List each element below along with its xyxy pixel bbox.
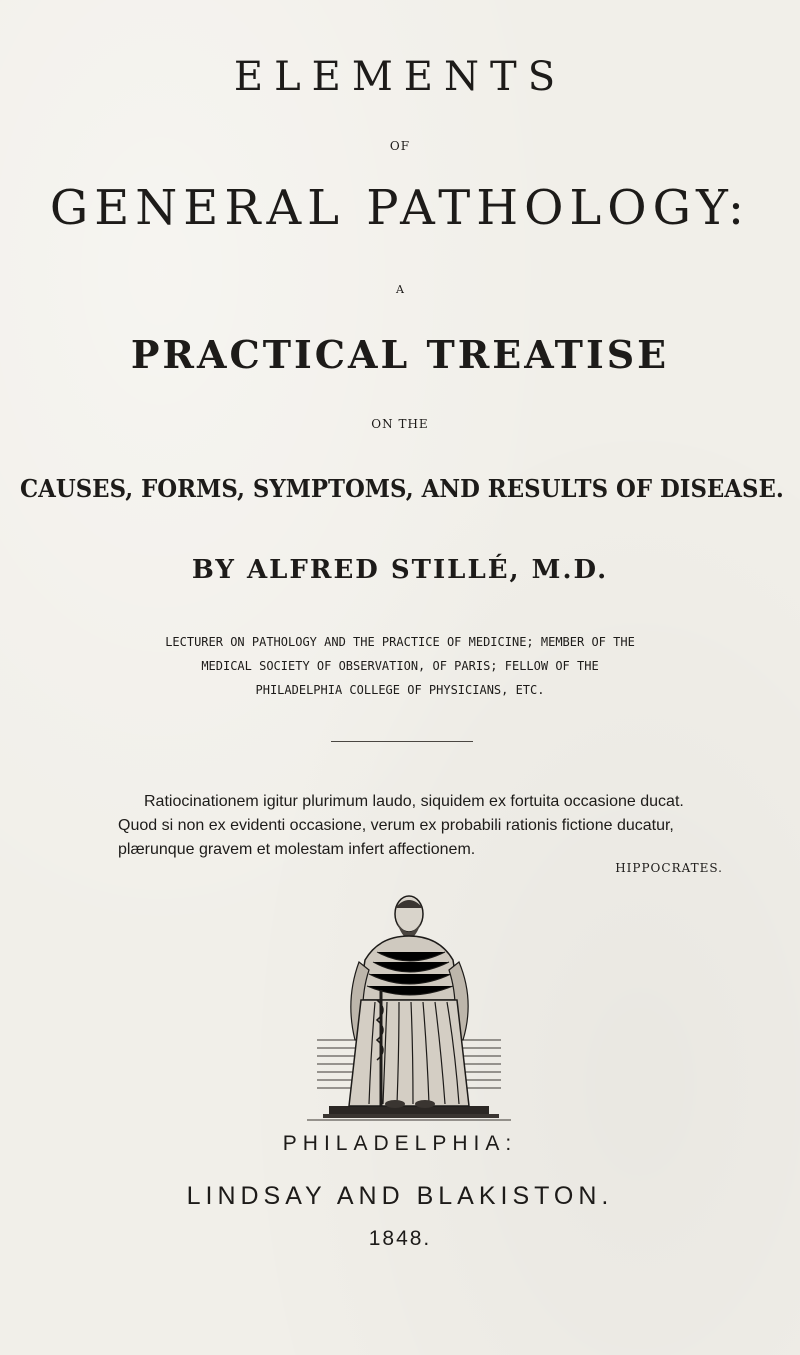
epigraph-line: Ratiocinationem igitur plurimum laudo, siquidem ex fortuita occasione ducat.: [144, 793, 684, 810]
epigraph-line: plærunque gravem et molestam infert affectionem.: [118, 841, 476, 858]
epigraph-line: Quod si non ex evidenti occasione, verum ex probabili rationis fictione ducatur,: [118, 817, 674, 834]
title-causes: CAUSES, FORMS, SYMPTOMS, AND RESULTS OF DISEASE.: [20, 474, 784, 503]
title-practical-treatise: PRACTICAL TREATISE: [130, 332, 670, 377]
credentials-line: PHILADELPHIA COLLEGE OF PHYSICIANS, ETC.: [255, 683, 545, 697]
title-of: OF: [389, 139, 411, 153]
imprint-publisher: LINDSAY AND BLAKISTON.: [186, 1182, 614, 1210]
hippocrates-statue-icon: [299, 890, 519, 1126]
imprint-city: PHILADELPHIA:: [282, 1132, 518, 1155]
divider-rule: [331, 741, 473, 742]
author-byline: BY ALFRED STILLÉ, M.D.: [191, 555, 609, 585]
title-a: A: [396, 283, 404, 296]
imprint-year: 1848.: [368, 1227, 432, 1250]
epigraph: [118, 790, 738, 862]
author-credentials: [0, 630, 800, 702]
credentials-line: MEDICAL SOCIETY OF OBSERVATION, OF PARIS; FELLOW OF THE: [201, 659, 599, 673]
credentials-line: LECTURER ON PATHOLOGY AND THE PRACTICE OF MEDICINE; MEMBER OF THE: [165, 635, 635, 649]
epigraph-attribution: HIPPOCRATES.: [615, 861, 723, 875]
title-general-pathology: GENERAL PATHOLOGY:: [49, 180, 751, 236]
title-elements: ELEMENTS: [233, 54, 567, 100]
title-on-the: ON THE: [371, 417, 429, 431]
